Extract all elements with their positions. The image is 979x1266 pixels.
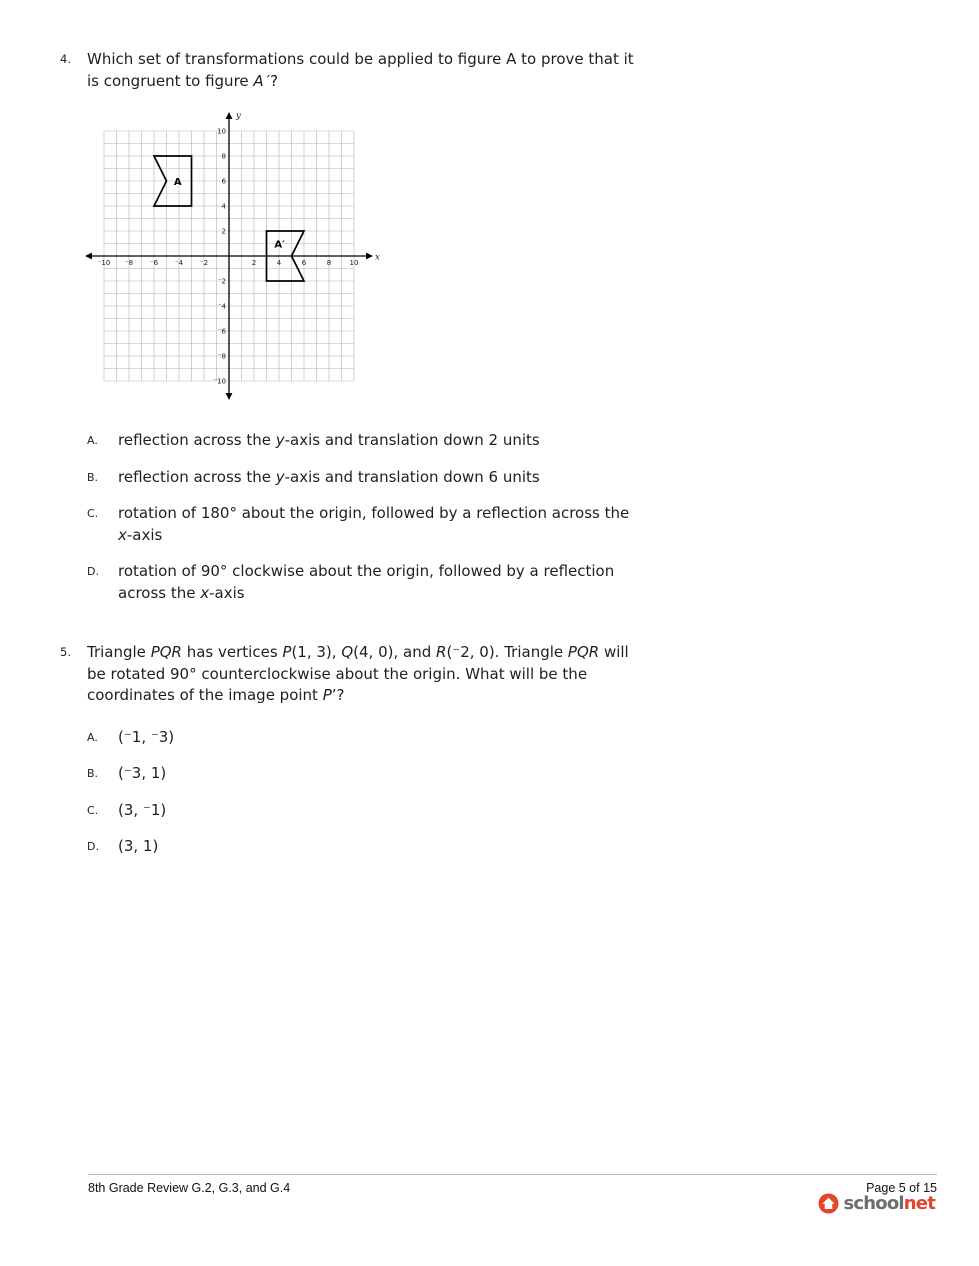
question-4	[60, 49, 860, 92]
page-content	[60, 49, 860, 873]
question-5-option-d	[87, 836, 860, 858]
footer-title: 8th Grade Review G.2, G.3, and G.4	[88, 1181, 291, 1195]
house-icon	[818, 1193, 839, 1214]
wordmark-net: net	[903, 1193, 935, 1214]
svg-text:⁻10: ⁻10	[213, 377, 226, 386]
option-text: (3, ⁻1)	[118, 800, 167, 819]
question-5-options	[87, 727, 860, 858]
svg-text:⁻2: ⁻2	[217, 277, 226, 286]
option-letter: A.	[87, 730, 98, 744]
svg-text:A: A	[173, 177, 182, 189]
svg-text:⁻8: ⁻8	[124, 259, 134, 267]
svg-text:x: x	[375, 252, 380, 263]
svg-text:⁻2: ⁻2	[199, 259, 209, 267]
svg-text:A′: A′	[274, 239, 285, 251]
svg-text:4: 4	[276, 259, 282, 267]
question-5-text: Triangle PQR has vertices P(1, 3), Q(4, 0), and R(⁻2, 0). Triangle PQR will be rotated 90° counterclockwise about the origin. What will be the coordinates of the image point P’?	[87, 643, 629, 704]
question-4-option-c	[87, 503, 860, 546]
option-letter: A.	[87, 434, 98, 447]
svg-text:10: 10	[217, 127, 226, 136]
option-text: rotation of 90° clockwise about the origin, followed by a reflection across the x-axis	[118, 562, 615, 602]
option-letter: C.	[87, 803, 99, 817]
footer-divider	[88, 1174, 937, 1175]
svg-text:2: 2	[251, 259, 257, 267]
option-letter: B.	[87, 470, 99, 484]
wordmark-school: school	[843, 1193, 904, 1214]
question-5-option-a	[87, 727, 860, 749]
option-letter: D.	[87, 565, 99, 578]
svg-text:6: 6	[301, 259, 307, 267]
question-5-option-c	[87, 800, 860, 822]
svg-text:⁻10: ⁻10	[97, 259, 111, 267]
svg-text:⁻6: ⁻6	[217, 327, 226, 336]
question-4-graph	[74, 104, 860, 410]
question-5-option-b	[87, 763, 860, 785]
question-4-option-a	[87, 430, 860, 452]
svg-text:8: 8	[221, 152, 226, 161]
option-text: (⁻1, ⁻3)	[118, 727, 175, 746]
question-4-options	[87, 430, 860, 604]
question-5-number: 5.	[60, 645, 71, 659]
option-text: (⁻3, 1)	[118, 764, 167, 782]
svg-text:⁻4: ⁻4	[174, 259, 184, 267]
svg-text:10: 10	[349, 259, 359, 267]
svg-text:⁻8: ⁻8	[217, 352, 226, 361]
option-text: reflection across the y-axis and translation down 6 units	[118, 467, 540, 486]
option-text: rotation of 180° about the origin, followed by a reflection across the x-axis	[118, 504, 630, 544]
option-letter: D.	[87, 840, 99, 853]
footer	[88, 1181, 937, 1195]
footer-page-number: Page 5 of 15	[866, 1181, 937, 1195]
coordinate-plane	[74, 104, 860, 410]
svg-text:2: 2	[221, 227, 226, 236]
option-text: reflection across the y-axis and translation down 2 units	[118, 431, 540, 449]
svg-text:4: 4	[221, 202, 226, 211]
schoolnet-wordmark	[843, 1193, 935, 1214]
svg-text:6: 6	[221, 177, 226, 186]
question-4-text: Which set of transformations could be applied to figure A to prove that it is congruent to figure A ′?	[87, 50, 634, 90]
svg-text:y: y	[236, 111, 241, 121]
question-4-option-b	[87, 467, 860, 489]
schoolnet-logo	[818, 1193, 935, 1214]
svg-text:8: 8	[326, 259, 332, 267]
question-4-option-d	[87, 561, 860, 604]
option-letter: C.	[87, 507, 99, 520]
option-letter: B.	[87, 767, 99, 780]
svg-text:⁻4: ⁻4	[217, 302, 226, 311]
question-4-number: 4.	[60, 52, 71, 66]
question-5	[60, 642, 860, 707]
svg-text:⁻6: ⁻6	[149, 259, 159, 267]
option-text: (3, 1)	[118, 837, 159, 855]
